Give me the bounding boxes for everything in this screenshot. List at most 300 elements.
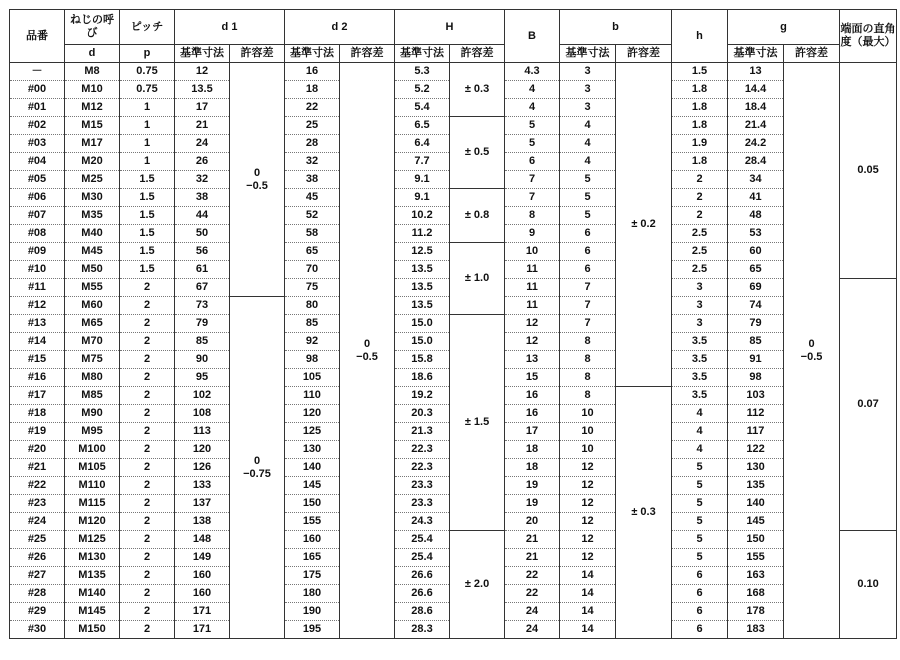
cell-B: 22 xyxy=(505,567,560,585)
cell-B: 5 xyxy=(505,135,560,153)
squareness-value: 0.10 xyxy=(840,531,897,639)
cell-d2: 32 xyxy=(285,153,340,171)
cell-h: 6 xyxy=(672,603,728,621)
cell-H: 22.3 xyxy=(395,441,450,459)
cell-b: 12 xyxy=(560,549,616,567)
cell-b: 5 xyxy=(560,207,616,225)
cell-h: 2 xyxy=(672,207,728,225)
header-d1-base: 基準寸法 xyxy=(175,45,230,63)
cell-g: 53 xyxy=(728,225,784,243)
cell-h: 5 xyxy=(672,549,728,567)
cell-d: M25 xyxy=(65,171,120,189)
cell-d2: 58 xyxy=(285,225,340,243)
cell-d: M75 xyxy=(65,351,120,369)
cell-p: 1 xyxy=(120,99,175,117)
cell-B: 24 xyxy=(505,621,560,639)
d1-tolerance-a-line: 0 xyxy=(253,166,261,179)
header-b-tol: 許容差 xyxy=(616,45,672,63)
cell-B: 11 xyxy=(505,279,560,297)
cell-b: 12 xyxy=(560,531,616,549)
cell-hinban: #00 xyxy=(10,81,65,99)
cell-hinban: #08 xyxy=(10,225,65,243)
cell-d2: 22 xyxy=(285,99,340,117)
cell-p: 2 xyxy=(120,369,175,387)
d1-tolerance-b xyxy=(230,297,285,639)
header-d2-tol: 許容差 xyxy=(340,45,395,63)
H-tolerance-10: ± 1.0 xyxy=(450,243,505,315)
cell-B: 4.3 xyxy=(505,63,560,81)
cell-d1: 160 xyxy=(175,585,230,603)
cell-hinban: #17 xyxy=(10,387,65,405)
cell-h: 4 xyxy=(672,423,728,441)
cell-H: 25.4 xyxy=(395,549,450,567)
cell-H: 28.3 xyxy=(395,621,450,639)
cell-d: M70 xyxy=(65,333,120,351)
cell-h: 2 xyxy=(672,189,728,207)
cell-hinban: － xyxy=(10,63,65,81)
H-tolerance-08: ± 0.8 xyxy=(450,189,505,243)
cell-d1: 102 xyxy=(175,387,230,405)
cell-H: 28.6 xyxy=(395,603,450,621)
cell-b: 5 xyxy=(560,189,616,207)
header-d: d xyxy=(65,45,120,63)
squareness-value: 0.07 xyxy=(840,279,897,531)
cell-g: 155 xyxy=(728,549,784,567)
cell-B: 4 xyxy=(505,81,560,99)
cell-h: 4 xyxy=(672,405,728,423)
cell-b: 3 xyxy=(560,99,616,117)
cell-b: 6 xyxy=(560,225,616,243)
cell-h: 5 xyxy=(672,495,728,513)
cell-hinban: #26 xyxy=(10,549,65,567)
d1-tolerance-a xyxy=(230,63,285,297)
cell-d1: 171 xyxy=(175,603,230,621)
cell-H: 23.3 xyxy=(395,495,450,513)
cell-b: 7 xyxy=(560,315,616,333)
cell-h: 3 xyxy=(672,297,728,315)
cell-h: 3.5 xyxy=(672,387,728,405)
cell-H: 10.2 xyxy=(395,207,450,225)
cell-B: 8 xyxy=(505,207,560,225)
H-tolerance-03: ± 0.3 xyxy=(450,63,505,117)
cell-h: 2.5 xyxy=(672,243,728,261)
cell-g: 178 xyxy=(728,603,784,621)
cell-p: 2 xyxy=(120,567,175,585)
cell-b: 7 xyxy=(560,297,616,315)
cell-d2: 28 xyxy=(285,135,340,153)
cell-d1: 138 xyxy=(175,513,230,531)
table-row xyxy=(10,531,897,549)
cell-d2: 75 xyxy=(285,279,340,297)
cell-H: 6.5 xyxy=(395,117,450,135)
cell-d2: 98 xyxy=(285,351,340,369)
header-d1: d 1 xyxy=(175,10,285,45)
cell-B: 9 xyxy=(505,225,560,243)
cell-h: 3.5 xyxy=(672,333,728,351)
header-H: H xyxy=(395,10,505,45)
cell-b: 3 xyxy=(560,63,616,81)
cell-d2: 85 xyxy=(285,315,340,333)
cell-d1: 108 xyxy=(175,405,230,423)
header-row-2 xyxy=(10,45,897,63)
cell-b: 12 xyxy=(560,513,616,531)
cell-d1: 73 xyxy=(175,297,230,315)
cell-d2: 110 xyxy=(285,387,340,405)
cell-d1: 24 xyxy=(175,135,230,153)
cell-p: 1.5 xyxy=(120,261,175,279)
cell-d: M60 xyxy=(65,297,120,315)
cell-b: 4 xyxy=(560,117,616,135)
cell-d1: 17 xyxy=(175,99,230,117)
cell-d: M130 xyxy=(65,549,120,567)
cell-p: 2 xyxy=(120,333,175,351)
cell-d: M110 xyxy=(65,477,120,495)
cell-d: M140 xyxy=(65,585,120,603)
cell-hinban: #18 xyxy=(10,405,65,423)
cell-d: M145 xyxy=(65,603,120,621)
cell-B: 18 xyxy=(505,441,560,459)
cell-g: 98 xyxy=(728,369,784,387)
cell-hinban: #03 xyxy=(10,135,65,153)
cell-p: 0.75 xyxy=(120,63,175,81)
cell-B: 16 xyxy=(505,387,560,405)
b-tolerance-02: ± 0.2 xyxy=(616,63,672,387)
cell-B: 11 xyxy=(505,297,560,315)
cell-d: M17 xyxy=(65,135,120,153)
cell-d2: 190 xyxy=(285,603,340,621)
cell-d1: 67 xyxy=(175,279,230,297)
cell-p: 1.5 xyxy=(120,189,175,207)
cell-h: 2.5 xyxy=(672,261,728,279)
cell-d1: 26 xyxy=(175,153,230,171)
cell-B: 19 xyxy=(505,495,560,513)
header-yobi: ねじの呼び xyxy=(65,10,120,45)
cell-d1: 56 xyxy=(175,243,230,261)
cell-B: 21 xyxy=(505,549,560,567)
cell-d2: 25 xyxy=(285,117,340,135)
cell-d2: 140 xyxy=(285,459,340,477)
cell-d1: 12 xyxy=(175,63,230,81)
cell-B: 21 xyxy=(505,531,560,549)
header-pitch: ピッチ xyxy=(120,10,175,45)
cell-hinban: #10 xyxy=(10,261,65,279)
cell-B: 12 xyxy=(505,333,560,351)
g-tolerance-line: −0.5 xyxy=(800,350,823,363)
cell-d1: 61 xyxy=(175,261,230,279)
cell-d2: 80 xyxy=(285,297,340,315)
header-H-base: 基準寸法 xyxy=(395,45,450,63)
cell-B: 12 xyxy=(505,315,560,333)
cell-d2: 16 xyxy=(285,63,340,81)
cell-d1: 137 xyxy=(175,495,230,513)
cell-H: 5.2 xyxy=(395,81,450,99)
cell-g: 48 xyxy=(728,207,784,225)
cell-H: 23.3 xyxy=(395,477,450,495)
cell-b: 12 xyxy=(560,459,616,477)
cell-hinban: #02 xyxy=(10,117,65,135)
cell-p: 1 xyxy=(120,117,175,135)
d1-tolerance-b-line: −0.75 xyxy=(243,467,271,480)
cell-p: 2 xyxy=(120,423,175,441)
cell-g: 122 xyxy=(728,441,784,459)
cell-H: 26.6 xyxy=(395,567,450,585)
cell-g: 135 xyxy=(728,477,784,495)
cell-d2: 145 xyxy=(285,477,340,495)
cell-d2: 70 xyxy=(285,261,340,279)
table-row xyxy=(10,117,897,135)
cell-B: 24 xyxy=(505,603,560,621)
cell-b: 12 xyxy=(560,495,616,513)
cell-d1: 85 xyxy=(175,333,230,351)
header-h: h xyxy=(672,10,728,63)
cell-g: 74 xyxy=(728,297,784,315)
cell-h: 5 xyxy=(672,459,728,477)
cell-d: M20 xyxy=(65,153,120,171)
cell-b: 8 xyxy=(560,369,616,387)
header-g: g xyxy=(728,10,840,45)
cell-p: 1.5 xyxy=(120,171,175,189)
cell-g: 168 xyxy=(728,585,784,603)
cell-hinban: #19 xyxy=(10,423,65,441)
cell-B: 13 xyxy=(505,351,560,369)
cell-g: 183 xyxy=(728,621,784,639)
header-b-base: 基準寸法 xyxy=(560,45,616,63)
cell-H: 25.4 xyxy=(395,531,450,549)
cell-hinban: #09 xyxy=(10,243,65,261)
cell-d: M55 xyxy=(65,279,120,297)
cell-d2: 18 xyxy=(285,81,340,99)
cell-h: 4 xyxy=(672,441,728,459)
cell-d2: 38 xyxy=(285,171,340,189)
cell-p: 2 xyxy=(120,279,175,297)
cell-b: 8 xyxy=(560,333,616,351)
cell-g: 117 xyxy=(728,423,784,441)
cell-d1: 113 xyxy=(175,423,230,441)
cell-p: 2 xyxy=(120,513,175,531)
cell-p: 2 xyxy=(120,495,175,513)
cell-hinban: #25 xyxy=(10,531,65,549)
cell-H: 21.3 xyxy=(395,423,450,441)
cell-h: 6 xyxy=(672,621,728,639)
cell-h: 2 xyxy=(672,171,728,189)
cell-H: 5.3 xyxy=(395,63,450,81)
cell-H: 9.1 xyxy=(395,189,450,207)
cell-hinban: #24 xyxy=(10,513,65,531)
cell-B: 6 xyxy=(505,153,560,171)
cell-h: 3 xyxy=(672,279,728,297)
cell-b: 6 xyxy=(560,243,616,261)
cell-p: 2 xyxy=(120,585,175,603)
cell-d2: 195 xyxy=(285,621,340,639)
cell-g: 60 xyxy=(728,243,784,261)
cell-p: 2 xyxy=(120,621,175,639)
cell-B: 15 xyxy=(505,369,560,387)
cell-p: 2 xyxy=(120,315,175,333)
cell-p: 2 xyxy=(120,549,175,567)
cell-hinban: #04 xyxy=(10,153,65,171)
cell-g: 150 xyxy=(728,531,784,549)
cell-B: 17 xyxy=(505,423,560,441)
cell-B: 19 xyxy=(505,477,560,495)
cell-b: 8 xyxy=(560,387,616,405)
cell-p: 1.5 xyxy=(120,207,175,225)
cell-H: 22.3 xyxy=(395,459,450,477)
header-row-1 xyxy=(10,10,897,45)
cell-d1: 120 xyxy=(175,441,230,459)
cell-hinban: #15 xyxy=(10,351,65,369)
cell-b: 10 xyxy=(560,405,616,423)
cell-B: 11 xyxy=(505,261,560,279)
cell-b: 3 xyxy=(560,81,616,99)
cell-H: 20.3 xyxy=(395,405,450,423)
cell-d: M10 xyxy=(65,81,120,99)
cell-g: 69 xyxy=(728,279,784,297)
cell-g: 103 xyxy=(728,387,784,405)
cell-H: 13.5 xyxy=(395,279,450,297)
header-hinban: 品番 xyxy=(10,10,65,63)
cell-g: 24.2 xyxy=(728,135,784,153)
header-g-tol: 許容差 xyxy=(784,45,840,63)
cell-p: 2 xyxy=(120,531,175,549)
cell-b: 8 xyxy=(560,351,616,369)
header-p: p xyxy=(120,45,175,63)
cell-H: 7.7 xyxy=(395,153,450,171)
cell-g: 21.4 xyxy=(728,117,784,135)
cell-p: 2 xyxy=(120,351,175,369)
cell-h: 1.9 xyxy=(672,135,728,153)
cell-d2: 52 xyxy=(285,207,340,225)
cell-d1: 149 xyxy=(175,549,230,567)
cell-H: 15.0 xyxy=(395,333,450,351)
cell-hinban: #11 xyxy=(10,279,65,297)
cell-hinban: #01 xyxy=(10,99,65,117)
cell-hinban: #05 xyxy=(10,171,65,189)
cell-H: 13.5 xyxy=(395,261,450,279)
cell-d2: 120 xyxy=(285,405,340,423)
header-d2-base: 基準寸法 xyxy=(285,45,340,63)
cell-d: M45 xyxy=(65,243,120,261)
d1-tolerance-a-line: −0.5 xyxy=(246,179,268,192)
d2-tolerance xyxy=(340,63,395,639)
cell-hinban: #23 xyxy=(10,495,65,513)
cell-H: 6.4 xyxy=(395,135,450,153)
cell-b: 14 xyxy=(560,621,616,639)
cell-d1: 171 xyxy=(175,621,230,639)
cell-d2: 150 xyxy=(285,495,340,513)
cell-p: 1.5 xyxy=(120,243,175,261)
cell-b: 10 xyxy=(560,423,616,441)
dimension-table xyxy=(9,9,897,639)
cell-d: M15 xyxy=(65,117,120,135)
cell-p: 2 xyxy=(120,405,175,423)
cell-g: 14.4 xyxy=(728,81,784,99)
H-tolerance-15: ± 1.5 xyxy=(450,315,505,531)
cell-H: 26.6 xyxy=(395,585,450,603)
cell-d2: 92 xyxy=(285,333,340,351)
cell-B: 16 xyxy=(505,405,560,423)
cell-B: 10 xyxy=(505,243,560,261)
cell-d: M30 xyxy=(65,189,120,207)
cell-h: 3.5 xyxy=(672,351,728,369)
cell-d: M100 xyxy=(65,441,120,459)
cell-p: 1.5 xyxy=(120,225,175,243)
cell-H: 15.8 xyxy=(395,351,450,369)
cell-d2: 125 xyxy=(285,423,340,441)
cell-hinban: #16 xyxy=(10,369,65,387)
cell-H: 15.0 xyxy=(395,315,450,333)
cell-d: M85 xyxy=(65,387,120,405)
table-row xyxy=(10,315,897,333)
cell-d1: 32 xyxy=(175,171,230,189)
cell-d2: 130 xyxy=(285,441,340,459)
cell-d1: 21 xyxy=(175,117,230,135)
cell-d1: 95 xyxy=(175,369,230,387)
cell-B: 7 xyxy=(505,189,560,207)
cell-d1: 13.5 xyxy=(175,81,230,99)
cell-h: 1.8 xyxy=(672,81,728,99)
cell-b: 5 xyxy=(560,171,616,189)
cell-h: 5 xyxy=(672,513,728,531)
cell-hinban: #29 xyxy=(10,603,65,621)
cell-H: 11.2 xyxy=(395,225,450,243)
cell-hinban: #06 xyxy=(10,189,65,207)
cell-d1: 79 xyxy=(175,315,230,333)
header-b: b xyxy=(560,10,672,45)
header-g-base: 基準寸法 xyxy=(728,45,784,63)
cell-d1: 160 xyxy=(175,567,230,585)
cell-g: 140 xyxy=(728,495,784,513)
cell-d: M115 xyxy=(65,495,120,513)
cell-B: 20 xyxy=(505,513,560,531)
cell-hinban: #28 xyxy=(10,585,65,603)
cell-d: M135 xyxy=(65,567,120,585)
cell-B: 5 xyxy=(505,117,560,135)
H-tolerance-20: ± 2.0 xyxy=(450,531,505,639)
cell-d: M12 xyxy=(65,99,120,117)
cell-hinban: #13 xyxy=(10,315,65,333)
cell-hinban: #07 xyxy=(10,207,65,225)
cell-d2: 180 xyxy=(285,585,340,603)
cell-d2: 65 xyxy=(285,243,340,261)
header-B: B xyxy=(505,10,560,63)
H-tolerance-05: ± 0.5 xyxy=(450,117,505,189)
cell-g: 91 xyxy=(728,351,784,369)
header-d1-tol: 許容差 xyxy=(230,45,285,63)
header-H-tol: 許容差 xyxy=(450,45,505,63)
cell-d: M80 xyxy=(65,369,120,387)
cell-H: 5.4 xyxy=(395,99,450,117)
cell-d: M150 xyxy=(65,621,120,639)
cell-h: 1.8 xyxy=(672,117,728,135)
cell-p: 2 xyxy=(120,441,175,459)
cell-d1: 50 xyxy=(175,225,230,243)
cell-g: 130 xyxy=(728,459,784,477)
cell-d: M120 xyxy=(65,513,120,531)
cell-b: 6 xyxy=(560,261,616,279)
cell-h: 5 xyxy=(672,531,728,549)
cell-p: 0.75 xyxy=(120,81,175,99)
cell-d: M8 xyxy=(65,63,120,81)
cell-p: 2 xyxy=(120,387,175,405)
cell-hinban: #27 xyxy=(10,567,65,585)
cell-p: 1 xyxy=(120,153,175,171)
cell-g: 18.4 xyxy=(728,99,784,117)
cell-p: 1 xyxy=(120,135,175,153)
cell-H: 12.5 xyxy=(395,243,450,261)
cell-d: M40 xyxy=(65,225,120,243)
cell-H: 13.5 xyxy=(395,297,450,315)
cell-d2: 45 xyxy=(285,189,340,207)
